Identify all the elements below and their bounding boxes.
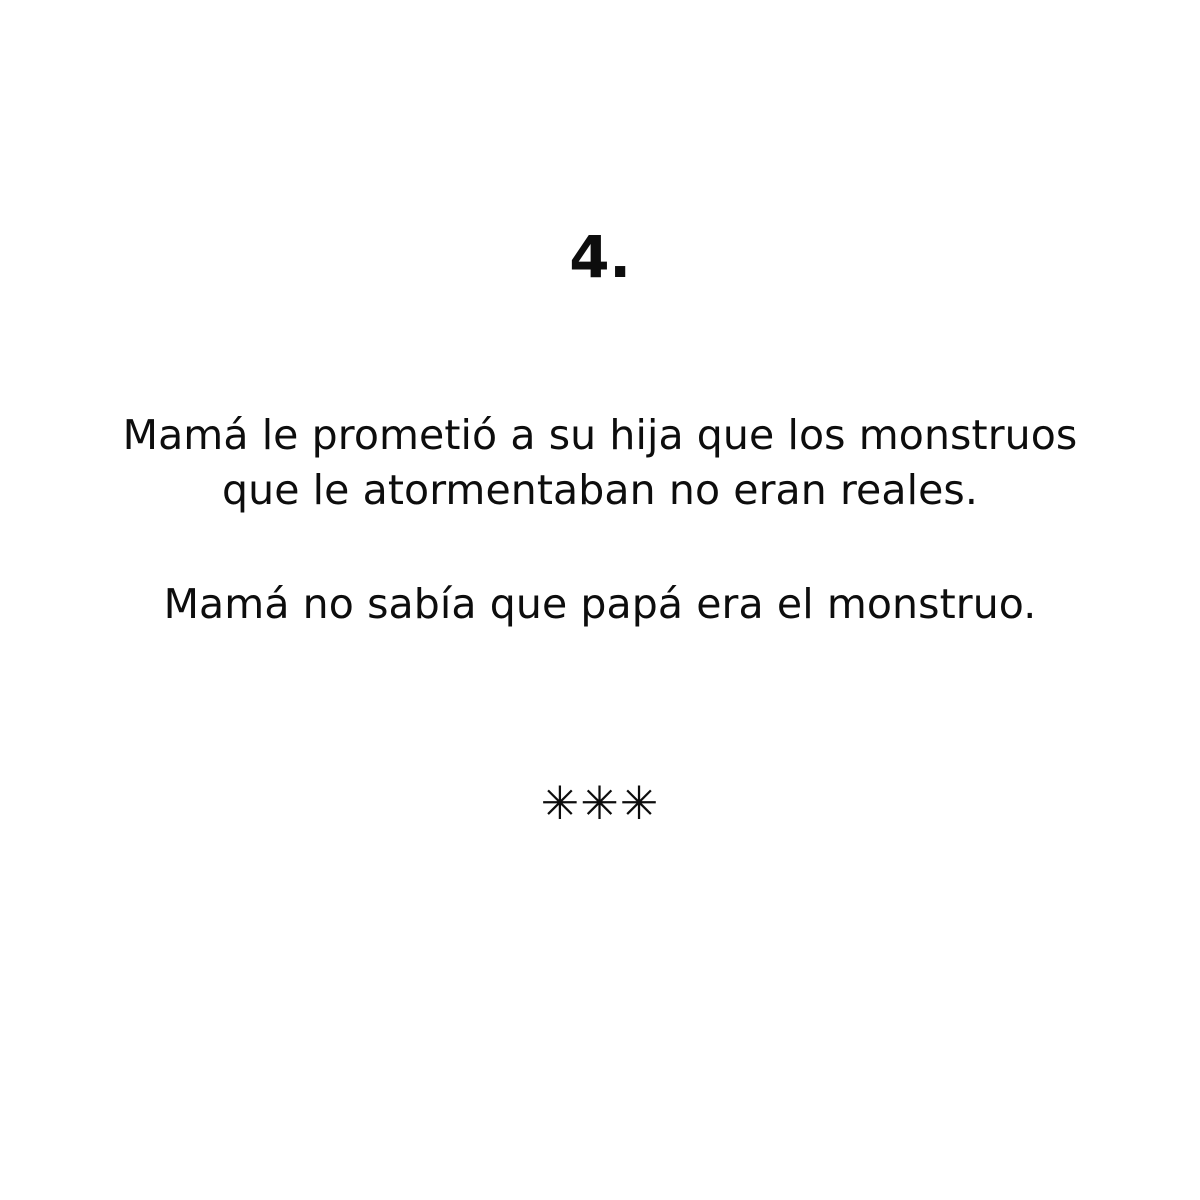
section-divider-asterisks: ✳✳✳ — [540, 776, 660, 831]
story-number-heading: 4. — [569, 223, 631, 291]
story-body — [90, 408, 1110, 632]
story-paragraph-1: Mamá le prometió a su hija que los monstruos que le atormentaban no eran reales. — [122, 411, 1078, 515]
story-paragraph-2: Mamá no sabía que papá era el monstruo. — [163, 579, 1037, 628]
